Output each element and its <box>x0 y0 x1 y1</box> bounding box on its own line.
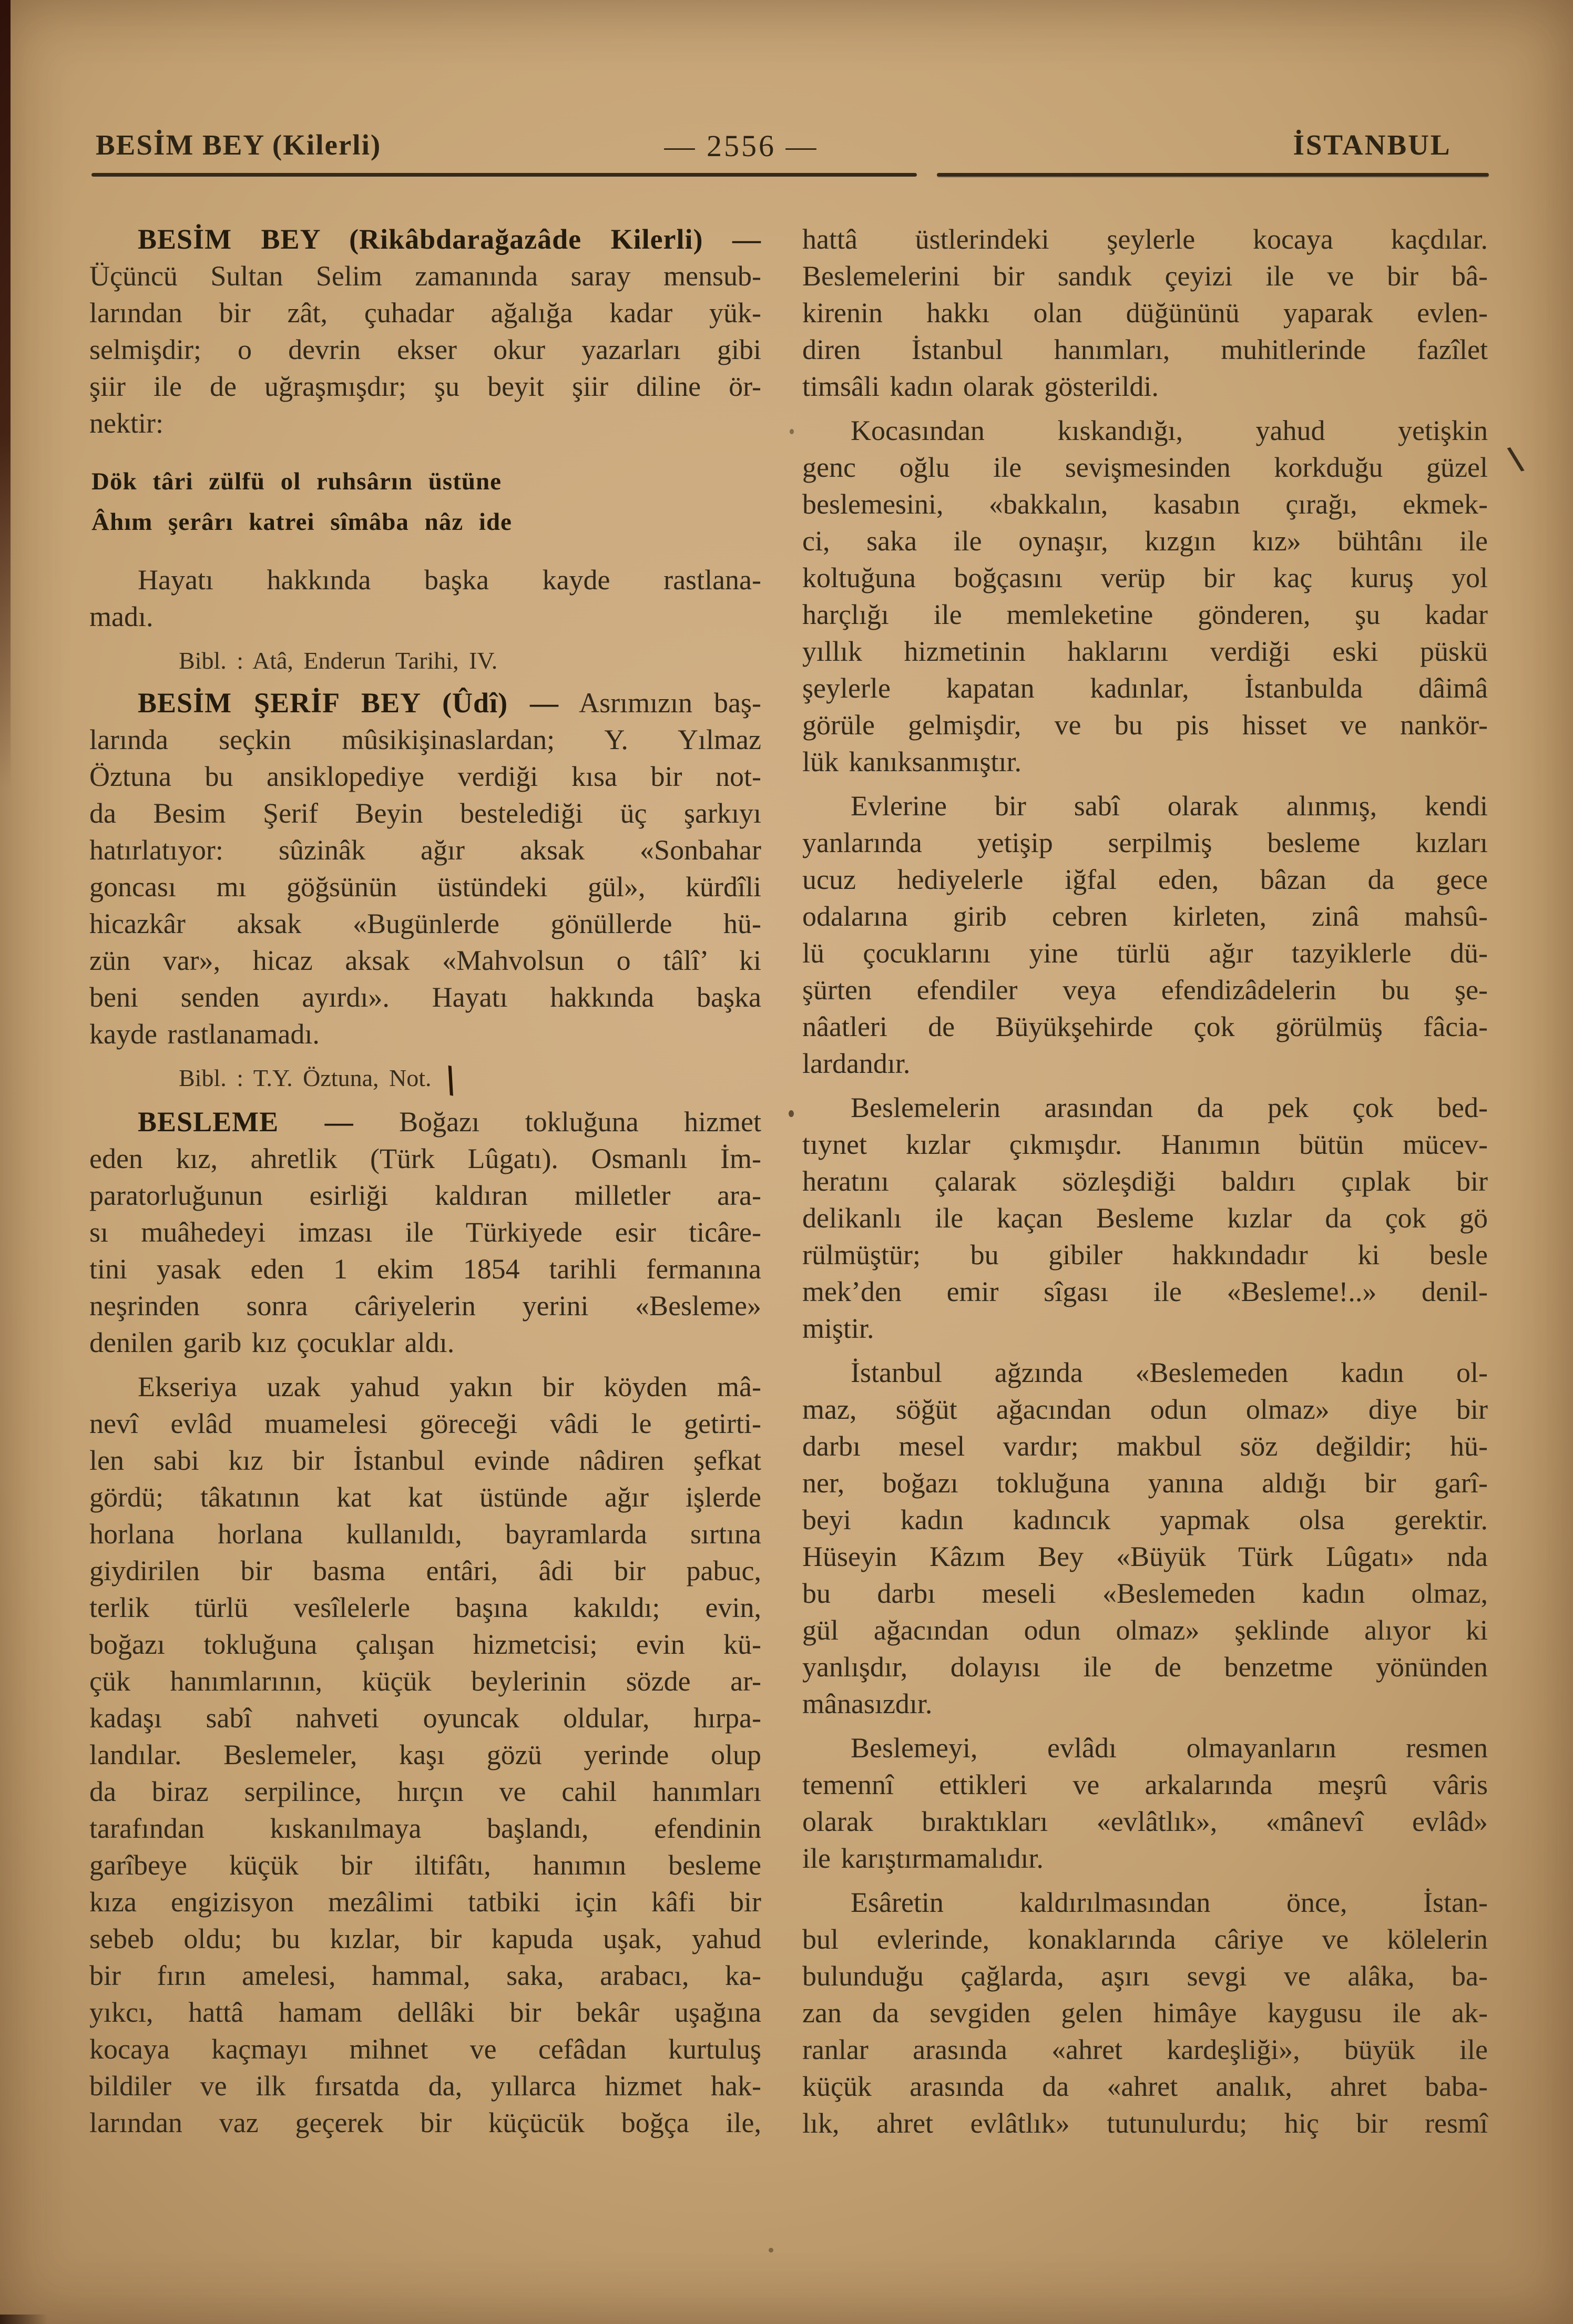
para-block <box>802 787 1488 1082</box>
text-line: tini yasak eden 1 ekim 1854 tarihli fermanına <box>89 1253 761 1285</box>
para-block <box>802 221 1488 405</box>
text-line: selmişdir; o devrin ekser okur yazarları gibi <box>89 334 761 365</box>
text-line: odalarına girib cebren kirleten, zinâ mahsû- <box>802 900 1488 932</box>
para-block <box>89 1368 761 2141</box>
text-line: nevî evlâd muamelesi göreceği vâdi le getirti- <box>89 1408 761 1439</box>
column-right <box>802 221 1488 2142</box>
para-block <box>802 1089 1488 1347</box>
text-line: sı muâhedeyi imzası ile Türkiyede esir ticâre- <box>89 1216 761 1248</box>
text-line: madı. <box>89 601 154 632</box>
text-line: horlana horlana kullanıldı, bayramlarda sırtına <box>89 1518 761 1550</box>
bibl-block <box>179 1058 761 1101</box>
text-line: Kocasından kıskandığı, yahud yetişkin <box>851 415 1488 446</box>
text-line: kocaya kaçmayı mihnet ve cefâdan kurtuluş <box>89 2033 761 2065</box>
text-line: bu darbı meseli «Beslemeden kadın olmaz, <box>802 1578 1488 1609</box>
ink-speck <box>769 2248 773 2253</box>
column-left <box>89 221 761 2141</box>
text-line: diren İstanbul hanımları, muhitlerinde fazîlet <box>802 334 1488 365</box>
text-line: nektir: <box>89 407 164 439</box>
text-line: Öztuna bu ansiklopediye verdiği kısa bir not- <box>89 761 761 792</box>
para-block <box>89 684 761 1052</box>
text-line: yanlarında yetişip serpilmiş besleme kızları <box>802 827 1488 858</box>
text-line: zün var», hicaz aksak «Mahvolsun o tâlî’ ki <box>89 945 761 976</box>
para-block <box>89 221 761 442</box>
text-line: Bibl. : T.Y. Öztuna, Not. \ <box>179 1058 461 1101</box>
text-line: paratorluğunun esirliği kaldıran milletler ara- <box>89 1180 761 1211</box>
para-block <box>89 561 761 635</box>
text-line: kıza engizisyon mezâlimi tatbiki için kâfi bir <box>89 1886 761 1918</box>
text-line: da biraz serpilince, hırçın ve cahil hanımları <box>89 1776 761 1807</box>
header-rule-left <box>91 173 917 177</box>
text-line: koltuğuna boğçasını verüp bir kaç kuruş yol <box>802 562 1488 593</box>
text-line: lardandır. <box>802 1048 911 1079</box>
ink-speck <box>789 1110 794 1117</box>
text-line: denilen garib kız çocuklar aldı. <box>89 1327 455 1358</box>
text-line: nâatleri de Büyükşehirde çok görülmüş fâcia- <box>802 1011 1488 1042</box>
text-line: tıynet kızlar çıkmışdır. Hanımın bütün mücev- <box>802 1129 1488 1160</box>
ink-mark: \ <box>441 1058 461 1101</box>
text-line: BESİM ŞERİF BEY (Ûdî) — Asrımızın baş- <box>138 687 761 719</box>
scan-edge-shadow <box>0 0 11 789</box>
text-line: Dök târi zülfü ol ruhsârın üstüne <box>91 468 502 495</box>
running-head-title: İSTANBUL <box>1293 129 1452 161</box>
text-line: Beslemelerini bir sandık çeyizi ile ve bir bâ- <box>802 260 1488 292</box>
text-line: rülmüştür; bu gibiler hakkındadır ki besle <box>802 1239 1488 1271</box>
para-block <box>89 1103 761 1361</box>
text-line: Üçüncü Sultan Selim zamanında saray mensub- <box>89 260 761 292</box>
text-line: len sabi kız bir İstanbul evinde nâdiren şefkat <box>89 1445 761 1476</box>
text-line: boğazı tokluğuna çalışan hizmetcisi; evin kü- <box>89 1629 761 1660</box>
text-line: küçük arasında da «ahret analık, ahret baba- <box>802 2071 1488 2102</box>
text-line: yıkcı, hattâ hamam dellâki bir bekâr uşağına <box>89 1997 761 2028</box>
text-line: kayde rastlanamadı. <box>89 1018 320 1050</box>
text-line: zan da sevgiden gelen himâye kaygusu ile ak- <box>802 1997 1488 2029</box>
text-line: şiir ile de uğraşmışdır; şu beyit şiir diline ör- <box>89 371 761 402</box>
text-line: temennî ettikleri ve arkalarında meşrû vâris <box>802 1769 1488 1800</box>
text-line: terlik türlü vesîlelerle başına kakıldı; evin, <box>89 1592 761 1623</box>
text-line: gül ağacından odun olmaz» şeklinde alıyor ki <box>802 1614 1488 1646</box>
text-line: Beslemelerin arasından da pek çok bed- <box>851 1092 1488 1123</box>
text-line: timsâli kadın olarak gösterildi. <box>802 371 1159 402</box>
bibl-block <box>179 644 761 677</box>
text-line: sebeb oldu; bu kızlar, bir kapuda uşak, yahud <box>89 1923 761 1954</box>
text-line: olarak bıraktıkları «evlâtlık», «mânevî evlâd» <box>802 1806 1488 1837</box>
text-line: şeylerle kapatan kadınlar, İstanbulda dâimâ <box>802 672 1488 704</box>
text-line: ner, boğazı tokluğuna yanına aldığı bir garî- <box>802 1467 1488 1499</box>
text-line: hatırlatıyor: sûzinâk ağır aksak «Sonbahar <box>89 834 761 866</box>
para-block <box>802 1884 1488 2142</box>
text-line: delikanlı ile kaçan Besleme kızlar da çok gö <box>802 1202 1488 1234</box>
text-line: da Besim Şerif Beyin bestelediği üç şarkıyı <box>89 797 761 829</box>
text-line: bulunduğu çağlarda, aşırı sevgi ve alâka, ba- <box>802 1960 1488 1992</box>
text-line: bul evlerinde, konaklarında câriye ve kölelerin <box>802 1923 1488 1955</box>
text-line: landılar. Beslemeler, kaşı gözü yerinde olup <box>89 1739 761 1770</box>
text-line: BESİM BEY (Rikâbdarağazâde Kilerli) — <box>138 223 761 255</box>
text-line: mânasızdır. <box>802 1688 933 1719</box>
header-rule-right <box>937 173 1489 177</box>
text-line: eden kız, ahretlik (Türk Lûgatı). Osmanlı İm- <box>89 1143 761 1174</box>
para-block <box>802 412 1488 780</box>
text-line: lık, ahret evlâtlık» tutunulurdu; hiç bir resmî <box>802 2107 1488 2139</box>
text-line: hattâ üstlerindeki şeylerle kocaya kaçdılar. <box>802 223 1488 255</box>
text-line: beslemesini, «bakkalın, kasabın çırağı, ekmek- <box>802 488 1488 520</box>
text-line: lük kanıksanmıştır. <box>802 746 1022 777</box>
text-line: İstanbul ağzında «Beslemeden kadın ol- <box>851 1357 1488 1388</box>
text-line: kirenin hakkı olan düğününü yaparak evlen- <box>802 297 1488 329</box>
text-line: çük hanımlarının, küçük beylerinin sözde ar- <box>89 1665 761 1697</box>
text-line: Hayatı hakkında başka kayde rastlana- <box>138 564 761 596</box>
running-header <box>0 128 1573 170</box>
text-line: BESLEME — Boğazı tokluğuna hizmet <box>138 1106 762 1138</box>
text-line: goncası mı göğsünün üstündeki gül», kürdîli <box>89 871 761 903</box>
text-line: harçlığı ile memleketine gönderen, şu kadar <box>802 599 1488 630</box>
text-line: yanlışdır, dolayısı ile de benzetme yönünden <box>802 1651 1488 1683</box>
ink-mark: \ <box>1505 439 1526 478</box>
text-line: beni senden ayırdı». Hayatı hakkında başka <box>89 981 761 1013</box>
text-line: Esâretin kaldırılmasından önce, İstan- <box>851 1887 1488 1918</box>
text-line: hicazkâr aksak «Bugünlerde gönüllerde hü- <box>89 908 761 939</box>
text-line: beyi kadın kadıncık yapmak olsa gerektir. <box>802 1504 1488 1535</box>
text-line: giydirilen bir basma entâri, âdi bir pabuc, <box>89 1555 761 1586</box>
text-line: darbı mesel vardır; makbul söz değildir; hü- <box>802 1430 1488 1462</box>
text-line: mek’den emir sîgası ile «Besleme!..» denil- <box>802 1276 1488 1307</box>
text-line: gördü; tâkatının kat kat üstünde ağır işlerde <box>89 1481 761 1513</box>
running-head-entry: BESİM BEY (Kilerli) <box>96 129 382 161</box>
text-line: bir fırın amelesi, hammal, saka, arabacı, ka- <box>89 1960 761 1991</box>
text-line: Bibl. : Atâ, Enderun Tarihi, IV. <box>179 647 498 674</box>
text-line: şürten efendiler veya efendizâdelerin bu şe- <box>802 974 1488 1006</box>
text-line: miştir. <box>802 1313 874 1344</box>
text-line: kadaşı sabî nahveti oyuncak oldular, hırpa- <box>89 1702 761 1734</box>
text-line: garîbeye küçük bir iltifâtı, hanımın besleme <box>89 1849 761 1881</box>
text-line: ranlar arasında «ahret kardeşliği», büyük ile <box>802 2034 1488 2065</box>
scan-corner-smudge <box>0 2315 47 2324</box>
text-line: ci, saka ile oynaşır, kızgın kız» bühtânı ile <box>802 525 1488 557</box>
text-line: yıllık hizmetinin haklarını verdiği eski püskü <box>802 636 1488 667</box>
text-line: bildiler ve ilk fırsatda da, yıllarca hizmet hak- <box>89 2070 761 2102</box>
text-line: larından bir zât, çuhadar ağalığa kadar yük- <box>89 297 761 329</box>
para-block <box>802 1729 1488 1877</box>
text-line: heratını çalarak sözleşdiği baldırı çıplak bir <box>802 1165 1488 1197</box>
text-line: Ekseriya uzak yahud yakın bir köyden mâ- <box>138 1371 761 1402</box>
text-line: larında seçkin mûsikişinaslardan; Y. Yılmaz <box>89 724 761 755</box>
poem-block <box>91 462 761 542</box>
text-line: Beslemeyi, evlâdı olmayanların resmen <box>851 1732 1488 1764</box>
text-line: maz, söğüt ağacından odun olmaz» diye bir <box>802 1394 1488 1425</box>
text-line: ile karıştırmamalıdır. <box>802 1842 1044 1874</box>
text-line: lü çocuklarını yine türlü ağır tazyiklerle dü- <box>802 937 1488 969</box>
text-line: genc oğlu ile sevişmesinden korkduğu güzel <box>802 452 1488 483</box>
ink-speck <box>790 429 794 434</box>
page-number: — 2556 — <box>664 129 819 163</box>
text-line: ucuz hediyelerle iğfal eden, bâzan da gece <box>802 864 1488 895</box>
text-line: larından vaz geçerek bir küçücük boğça ile, <box>89 2107 761 2138</box>
text-line: tarafından kıskanılmaya başlandı, efendinin <box>89 1813 761 1844</box>
text-line: Evlerine bir sabî olarak alınmış, kendi <box>851 790 1488 822</box>
para-block <box>802 1354 1488 1722</box>
text-line: Hüseyin Kâzım Bey «Büyük Türk Lûgatı» nda <box>802 1541 1488 1572</box>
text-line: neşrinden sonra câriyelerin yerini «Besleme» <box>89 1290 761 1322</box>
text-line: görüle gelmişdir, ve bu pis hisset ve nankör- <box>802 709 1488 741</box>
text-line: Âhım şerârı katrei sîmâba nâz ide <box>91 508 512 536</box>
